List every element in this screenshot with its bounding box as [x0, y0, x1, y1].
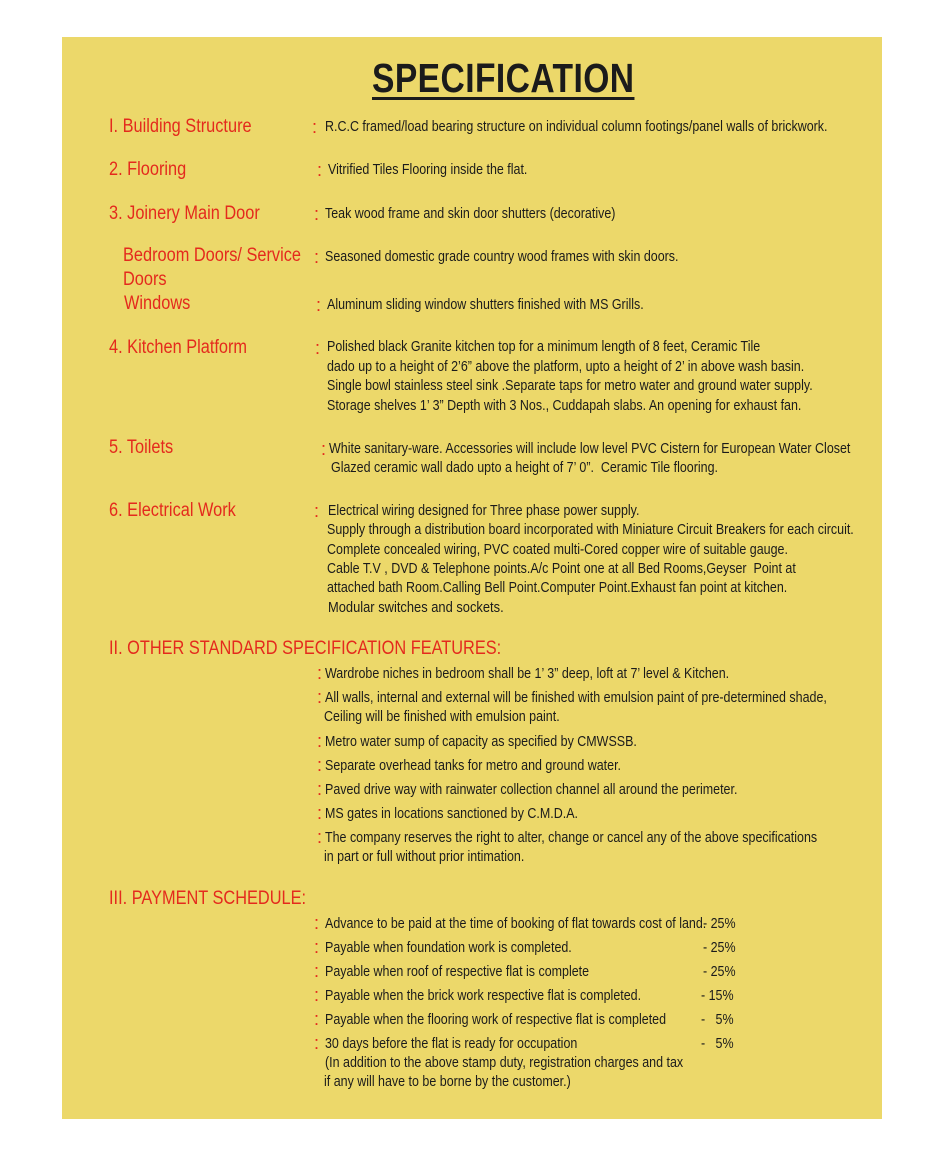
heading-other-features: II. OTHER STANDARD SPECIFICATION FEATURES: — [109, 638, 502, 659]
colon: : — [312, 117, 318, 137]
heading-bedroom-doors-line2: Doors — [123, 269, 167, 290]
feature-item: The company reserves the right to alter, change or cancel any of the above specifications — [325, 830, 818, 846]
heading-payment-schedule: III. PAYMENT SCHEDULE: — [109, 888, 307, 909]
electrical-line: Cable T.V , DVD & Telephone points.A/c Point one at all Bed Rooms,Geyser Point at — [327, 561, 796, 577]
payment-item-pct: - 25% — [703, 916, 736, 932]
feature-item: Metro water sump of capacity as specified by CMWSSB. — [325, 734, 637, 750]
joinery-text: Teak wood frame and skin door shutters (decorative) — [325, 206, 616, 222]
colon: : — [314, 913, 320, 933]
heading-toilets: 5. Toilets — [109, 437, 174, 458]
colon: : — [314, 961, 320, 981]
kitchen-line: Single bowl stainless steel sink .Separate taps for metro water and ground water supply. — [327, 378, 813, 394]
colon: : — [317, 755, 323, 775]
payment-item-text: Payable when the flooring work of respective flat is completed — [325, 1012, 667, 1028]
page-title: SPECIFICATION — [372, 55, 635, 101]
feature-item: MS gates in locations sanctioned by C.M.D.A. — [325, 806, 578, 822]
feature-item: Wardrobe niches in bedroom shall be 1’ 3” deep, loft at 7’ level & Kitchen. — [325, 666, 730, 682]
electrical-line: Electrical wiring designed for Three phase power supply. — [328, 503, 640, 519]
kitchen-line: dado up to a height of 2’6” above the platform, upto a height of 2’ in above wash basin. — [327, 359, 805, 375]
heading-windows: Windows — [124, 293, 191, 314]
colon: : — [314, 937, 320, 957]
electrical-line: Complete concealed wiring, PVC coated multi-Cored copper wire of suitable gauge. — [327, 542, 788, 558]
electrical-line: attached bath Room.Calling Bell Point.Computer Point.Exhaust fan point at kitchen. — [327, 580, 788, 596]
payment-item-pct: - 25% — [703, 964, 736, 980]
toilets-line: White sanitary-ware. Accessories will include low level PVC Cistern for European Water Closet — [329, 441, 851, 457]
payment-item-pct: - 5% — [701, 1036, 734, 1052]
payment-note: if any will have to be borne by the customer.) — [324, 1074, 571, 1090]
heading-bedroom-doors: Bedroom Doors/ Service — [123, 245, 301, 266]
colon: : — [314, 501, 320, 521]
payment-item-pct: - 15% — [701, 988, 734, 1004]
heading-joinery: 3. Joinery Main Door — [109, 203, 260, 224]
colon: : — [314, 247, 320, 267]
feature-item: Paved drive way with rainwater collection channel all around the perimeter. — [325, 782, 738, 798]
colon: : — [317, 779, 323, 799]
colon: : — [321, 439, 327, 459]
colon: : — [314, 1009, 320, 1029]
heading-flooring: 2. Flooring — [109, 159, 187, 180]
payment-item-text: Payable when foundation work is completed. — [325, 940, 572, 956]
feature-item: All walls, internal and external will be finished with emulsion paint of pre-determined shade, — [325, 690, 827, 706]
kitchen-line: Storage shelves 1’ 3” Depth with 3 Nos., Cuddapah slabs. An opening for exhaust fan. — [327, 398, 802, 414]
payment-item-text: 30 days before the flat is ready for occupation — [325, 1036, 578, 1052]
payment-item-text: Payable when roof of respective flat is complete — [325, 964, 590, 980]
building-structure-text: R.C.C framed/load bearing structure on individual column footings/panel walls of brickwork. — [325, 119, 828, 135]
payment-item-text: Advance to be paid at the time of booking of flat towards cost of land. — [325, 916, 707, 932]
heading-electrical-work: 6. Electrical Work — [109, 500, 236, 521]
colon: : — [317, 687, 323, 707]
colon: : — [316, 295, 322, 315]
colon: : — [314, 204, 320, 224]
feature-item: Separate overhead tanks for metro and ground water. — [325, 758, 622, 774]
payment-item-pct: - 25% — [703, 940, 736, 956]
colon: : — [317, 827, 323, 847]
colon: : — [317, 663, 323, 683]
electrical-line: Supply through a distribution board incorporated with Miniature Circuit Breakers for each circuit. — [327, 522, 854, 538]
windows-text: Aluminum sliding window shutters finished with MS Grills. — [327, 297, 644, 313]
colon: : — [314, 985, 320, 1005]
heading-kitchen-platform: 4. Kitchen Platform — [109, 337, 248, 358]
colon: : — [317, 160, 323, 180]
payment-item-text: Payable when the brick work respective flat is completed. — [325, 988, 642, 1004]
colon: : — [317, 731, 323, 751]
payment-note: (In addition to the above stamp duty, registration charges and tax — [325, 1055, 684, 1071]
feature-item: in part or full without prior intimation. — [324, 849, 525, 865]
payment-item-pct: - 5% — [701, 1012, 734, 1028]
feature-item: Ceiling will be finished with emulsion paint. — [324, 709, 560, 725]
electrical-line: Modular switches and sockets. — [328, 599, 504, 616]
bedroom-doors-text: Seasoned domestic grade country wood frames with skin doors. — [325, 249, 679, 265]
flooring-text: Vitrified Tiles Flooring inside the flat. — [328, 162, 528, 178]
kitchen-line: Polished black Granite kitchen top for a minimum length of 8 feet, Ceramic Tile — [327, 339, 761, 355]
colon: : — [317, 803, 323, 823]
colon: : — [314, 1033, 320, 1053]
colon: : — [315, 338, 321, 358]
heading-building-structure: I. Building Structure — [109, 116, 252, 137]
toilets-line: Glazed ceramic wall dado upto a height of 7’ 0”. Ceramic Tile flooring. — [331, 460, 718, 476]
